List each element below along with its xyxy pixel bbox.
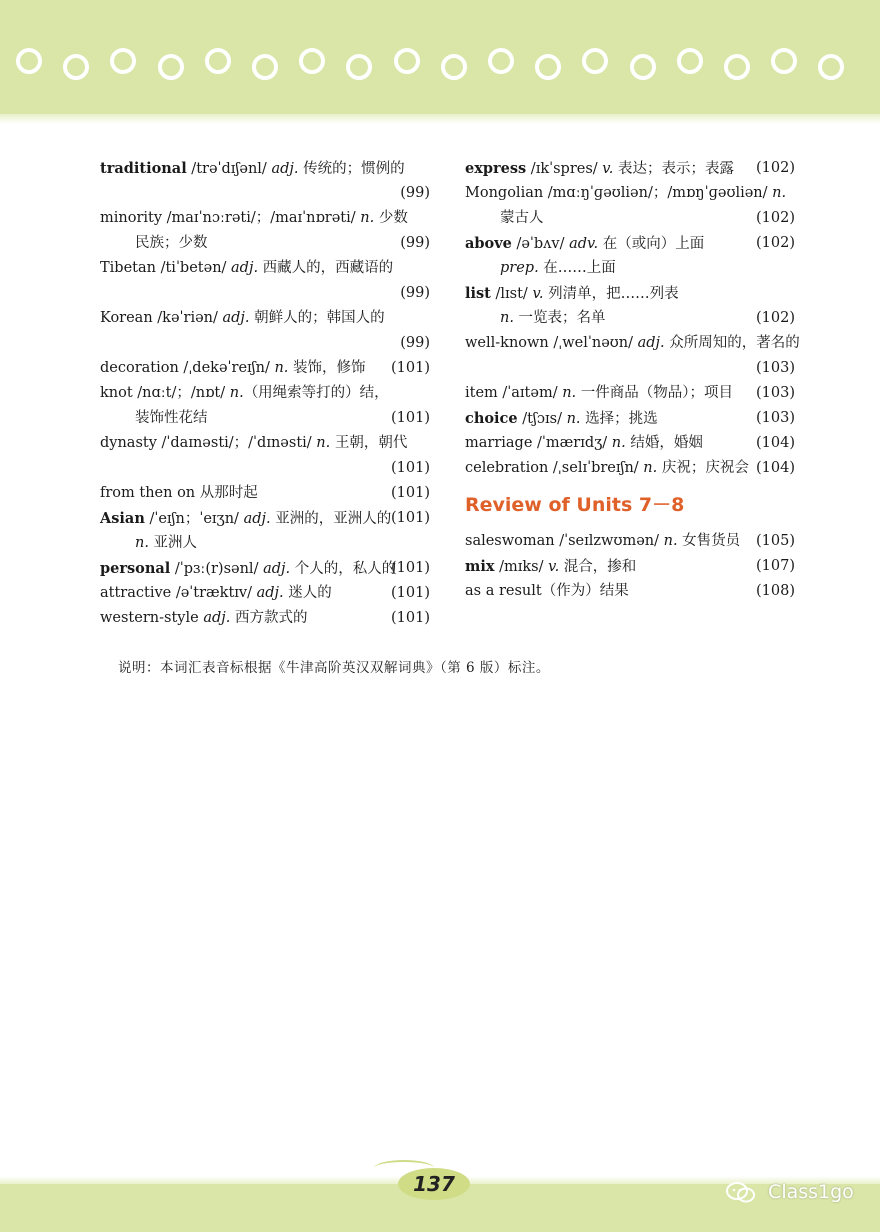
part-of-speech: n. [772,185,787,201]
ring-ornament [818,54,844,80]
ring-ornament [16,48,42,74]
page-ref: (108) [756,583,795,599]
vocab-segment: well-known /ˌwelˈnəʊn/ [465,335,638,351]
vocab-segment: marriage /ˈmærɪdʒ/ [465,435,612,451]
part-of-speech: adj. [222,310,250,326]
vocab-segment: item /ˈaɪtəm/ [465,385,563,401]
vocab-line [100,181,430,206]
part-of-speech: adv. [569,236,599,252]
vocab-segment: 选择；挑选 [580,411,658,427]
vocab-segment: Mongolian /mɑːŋˈɡəʊliən/；/mɒŋˈɡəʊliən/ [465,185,773,201]
vocab-segment: /ɪkˈspres/ [526,161,603,177]
vocab-segment: celebration /ˌselɪˈbreɪʃn/ [465,460,644,476]
footnote: 说明：本词汇表音标根据《牛津高阶英汉双解词典》（第 6 版）标注。 [118,660,550,676]
vocab-segment: 装饰性花结 [135,410,208,426]
vocab-segment: 西藏人的，西藏语的 [258,260,394,276]
vocab-line [100,356,430,381]
decorative-ring-row [0,40,880,90]
vocab-text [100,431,407,456]
part-of-speech: n. [229,385,244,401]
vocab-line [100,406,430,431]
vocab-line [465,356,795,381]
vocab-text [100,206,408,231]
header-divider [0,114,880,124]
vocab-line [100,381,430,406]
vocab-segment: 众所周知的，著名的 [664,335,800,351]
vocab-line [100,431,430,456]
vocab-line [465,281,795,306]
part-of-speech: adj. [231,260,259,276]
page-ref: (103) [756,385,795,401]
ring-ornament [110,48,136,74]
vocab-line [100,281,430,306]
vocab-segment: minority /maɪˈnɔːrəti/；/maɪˈnɒrəti/ [100,210,361,226]
page-ref: (99) [400,185,430,201]
vocab-line [100,206,430,231]
vocab-text [465,529,740,554]
vocab-segment: 个人的，私人的 [290,561,397,577]
watermark-text: Class1go [768,1181,854,1203]
vocab-text [100,356,366,381]
page-ref: (102) [756,310,795,326]
vocab-segment: 混合，掺和 [559,559,637,575]
vocab-line [100,606,430,631]
vocab-segment: attractive /əˈtræktɪv/ [100,585,257,601]
vocab-segment: 在（或向）上面 [598,236,705,252]
vocab-line [465,231,795,256]
vocab-segment: 在……上面 [538,260,616,276]
vocab-segment: 传统的；惯例的 [298,161,405,177]
page-number: 137 [413,1172,455,1196]
part-of-speech: n. [611,435,626,451]
vocab-segment: 装饰，修饰 [288,360,366,376]
vocab-segment: saleswoman /ˈseɪlzwʊmən/ [465,533,664,549]
vocab-segment: /ˈeɪʃn；ˈeɪʒn/ [144,511,244,527]
part-of-speech: n. [316,435,331,451]
headword: Asian [100,510,145,527]
vocab-text [465,206,544,231]
vocab-segment: /trəˈdɪʃənl/ [186,161,272,177]
vocab-segment: from then on 从那时起 [100,485,258,501]
vocab-text [465,381,733,406]
vocab-line [100,156,430,181]
vocab-text [465,231,704,257]
vocab-text [100,156,405,182]
vocab-line [465,406,795,431]
vocab-segment: dynasty /ˈdaɪnəsti/；/ˈdɪnəsti/ [100,435,317,451]
page-ref: (102) [756,160,795,176]
vocab-line [100,531,430,556]
vocab-text [100,481,258,506]
vocab-segment: /lɪst/ [490,286,533,302]
vocab-line [465,181,795,206]
vocab-text [465,456,749,481]
vocab-text [100,381,389,406]
vocab-text [100,406,208,431]
vocab-segment: /ˈpɜː(r)sənl/ [170,561,264,577]
vocab-line [465,156,795,181]
part-of-speech: adj. [271,161,299,177]
vocab-segment: 列清单，把……列表 [543,286,679,302]
vocab-segment: 庆祝；庆祝会 [657,460,749,476]
ring-ornament [771,48,797,74]
page-ref: (101) [391,485,430,501]
section-title: Review of Units 7－8 [465,494,685,516]
page-ref: (101) [391,510,430,526]
vocab-line [100,506,430,531]
page-ref: (103) [756,410,795,426]
page-ref: (107) [756,558,795,574]
vocab-line [465,431,795,456]
ring-ornament [677,48,703,74]
vocab-segment: /əˈbʌv/ [511,236,570,252]
vocab-segment: 一件商品（物品）；项目 [576,385,734,401]
part-of-speech: n. [663,533,678,549]
vocab-segment: /mɪks/ [494,559,549,575]
page-ref: (102) [756,235,795,251]
ring-ornament [394,48,420,74]
vocab-segment: 蒙古人 [500,210,544,226]
vocab-line [465,306,795,331]
page-ref: (99) [400,285,430,301]
vocab-text [465,306,606,331]
vocab-text [465,256,616,281]
part-of-speech: n. [562,385,577,401]
page-ref: (101) [391,460,430,476]
vocab-segment: as a result（作为）结果 [465,583,629,599]
headword: mix [465,558,495,575]
vocab-line [100,331,430,356]
part-of-speech: prep. [500,260,539,276]
part-of-speech: adj. [203,610,231,626]
vocab-text [465,431,703,456]
vocab-line [100,231,430,256]
headword: express [465,160,527,177]
headword: traditional [100,160,187,177]
ring-ornament [299,48,325,74]
headword: above [465,235,512,252]
vocab-text [465,331,800,356]
watermark [726,1178,854,1206]
page-ref: (101) [391,360,430,376]
vocab-text [100,581,332,606]
vocab-segment: 王朝，朝代 [330,435,408,451]
vocab-line [465,554,795,579]
page-ref: (101) [391,610,430,626]
headword: choice [465,410,518,427]
page-ref: (101) [391,585,430,601]
vocab-line [465,579,795,604]
vocab-text [100,306,385,331]
vocab-text [100,606,307,631]
part-of-speech: v. [602,161,614,177]
vocab-segment: 结婚，婚姻 [625,435,703,451]
vocab-line [100,256,430,281]
page-ref: (101) [391,410,430,426]
part-of-speech: n. [643,460,658,476]
vocab-text [465,156,734,182]
vocab-segment: 表达；表示；表露 [613,161,734,177]
page-ref: (105) [756,533,795,549]
vocab-segment: knot /nɑːt/；/nɒt/ [100,385,230,401]
ring-ornament [346,54,372,80]
vocab-text [100,231,208,256]
ring-ornament [630,54,656,80]
headword: list [465,285,491,302]
vocab-segment: Korean /kəˈriən/ [100,310,223,326]
part-of-speech: adj. [637,335,665,351]
headword: personal [100,560,171,577]
part-of-speech: n. [135,535,149,551]
vocab-segment: 一览表；名单 [513,310,606,326]
ring-ornament [158,54,184,80]
vocab-text [465,406,658,432]
vocab-segment: Tibetan /tiˈbetən/ [100,260,232,276]
ring-ornament [582,48,608,74]
vocab-line [465,456,795,481]
ring-ornament [441,54,467,80]
vocab-text [465,181,786,206]
part-of-speech: adj. [263,561,291,577]
part-of-speech: n. [500,310,514,326]
vocab-line [100,481,430,506]
page-ref: (104) [756,435,795,451]
part-of-speech: adj. [243,511,271,527]
vocab-segment: 女售货员 [677,533,741,549]
part-of-speech: n. [566,411,581,427]
vocab-text [465,281,679,307]
ring-ornament [252,54,278,80]
page-ref: (99) [400,335,430,351]
vocab-column-left [100,156,430,631]
page-ref: (103) [756,360,795,376]
vocab-text [100,556,396,582]
ring-ornament [535,54,561,80]
vocab-segment: 民族；少数 [135,235,208,251]
ring-ornament [724,54,750,80]
part-of-speech: n. [360,210,375,226]
page-ref: (101) [391,560,430,576]
vocab-column-right [465,156,800,604]
ring-ornament [205,48,231,74]
vocab-text [465,554,636,580]
vocab-segment: decoration /ˌdekəˈreɪʃn/ [100,360,275,376]
vocab-segment: 亚洲的，亚洲人的 [270,511,392,527]
part-of-speech: v. [548,559,560,575]
vocab-line [465,381,795,406]
vocab-text [100,256,393,281]
vocab-line [465,256,795,281]
vocab-segment: western-style [100,610,204,626]
part-of-speech: adj. [256,585,284,601]
ring-ornament [63,54,89,80]
vocab-segment: 少数 [374,210,408,226]
vocab-line [465,529,795,554]
vocab-segment: 朝鲜人的；韩国人的 [249,310,385,326]
vocab-line [465,206,795,231]
vocab-segment: 西方款式的 [230,610,308,626]
vocab-line [465,331,800,356]
vocab-segment: /tʃɔɪs/ [517,411,567,427]
page-ref: (99) [400,235,430,251]
vocab-line [100,456,430,481]
chat-bubble-icon [726,1181,756,1205]
vocab-segment: 亚洲人 [148,535,198,551]
part-of-speech: v. [532,286,544,302]
page-ref: (102) [756,210,795,226]
vocab-text [100,506,391,532]
vocab-text [100,531,197,556]
page-ref: (104) [756,460,795,476]
vocab-segment: 迷人的 [283,585,332,601]
vocab-text [465,579,629,604]
vocab-line [100,306,430,331]
ring-ornament [488,48,514,74]
vocab-line [100,556,430,581]
vocab-line [100,581,430,606]
vocab-segment: （用绳索等打的）结， [243,385,389,401]
part-of-speech: n. [274,360,289,376]
